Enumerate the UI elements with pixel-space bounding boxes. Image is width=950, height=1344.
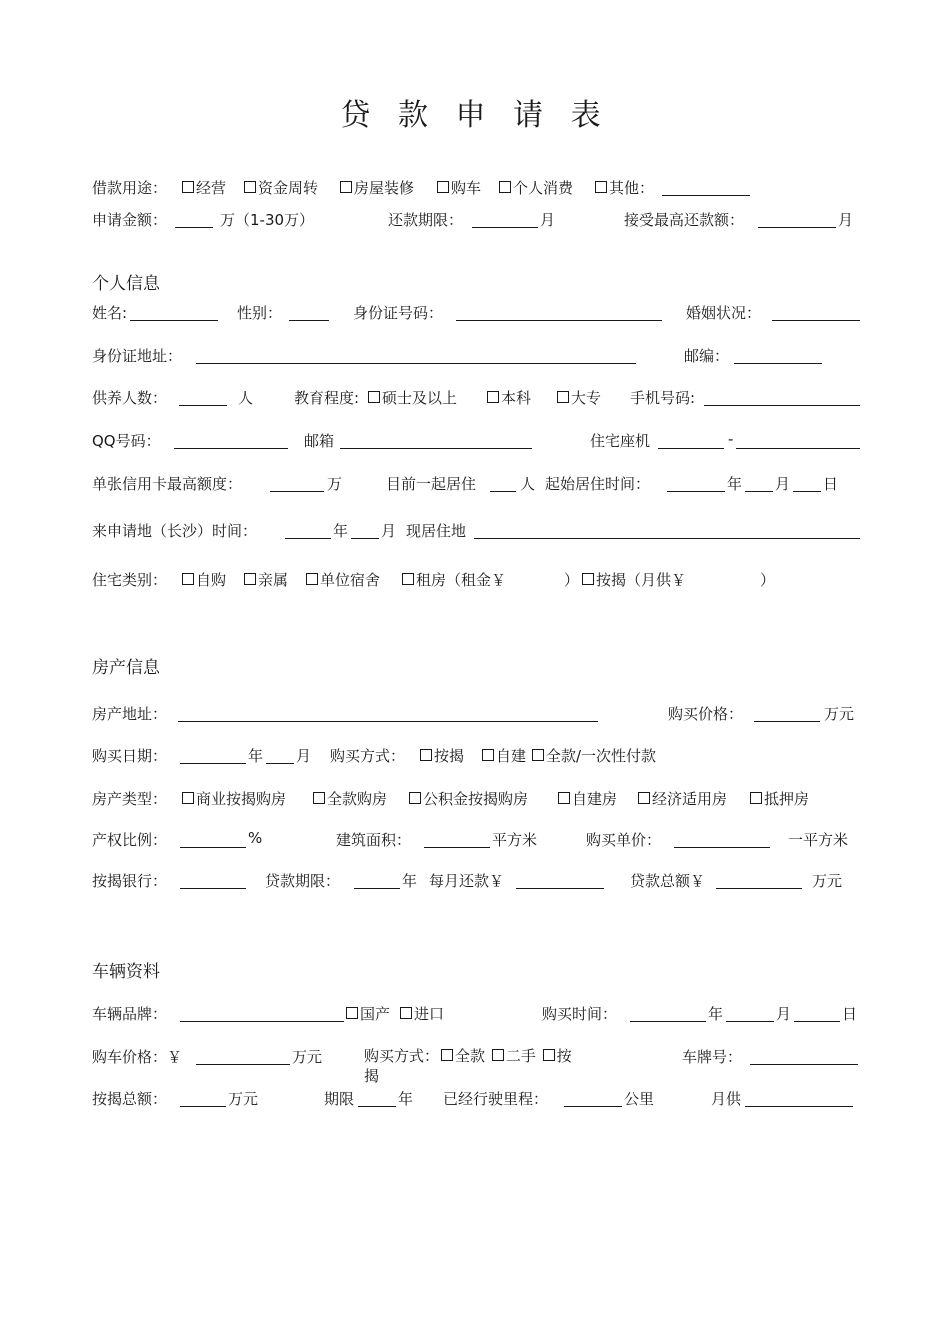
- property-type-label: 房产类型：: [92, 790, 168, 808]
- ownership-share-label: 产权比例：: [92, 831, 168, 849]
- mileage-unit: 公里: [624, 1090, 655, 1108]
- property-address-label: 房产地址：: [92, 705, 168, 723]
- dependents-field[interactable]: [179, 391, 227, 410]
- mortgage-total-unit: 万元: [228, 1090, 259, 1108]
- credit-limit-field[interactable]: [270, 477, 324, 496]
- checkbox-icon[interactable]: [182, 181, 194, 193]
- checkbox-icon[interactable]: [182, 792, 194, 804]
- mortgage-bank-label: 按揭银行：: [92, 872, 168, 890]
- vehicle-term-label: 期限: [324, 1090, 355, 1108]
- checkbox-icon[interactable]: [557, 391, 569, 403]
- purchase-method-label: 购买方式：: [330, 747, 406, 765]
- qq-label: QQ号码：: [92, 432, 161, 450]
- vehicle-day-field[interactable]: [794, 1007, 840, 1026]
- purchase-month-unit: 月: [296, 747, 312, 765]
- term-field[interactable]: [472, 213, 538, 232]
- purpose-label: 借款用途：: [92, 179, 168, 197]
- start-day-unit: 日: [823, 475, 839, 493]
- type-option-affordable[interactable]: 经济适用房: [636, 788, 727, 809]
- id-address-field[interactable]: [196, 349, 636, 368]
- vehicle-method-label: 购买方式：: [364, 1047, 440, 1065]
- type-option-self-built[interactable]: 自建房: [556, 788, 617, 809]
- checkbox-icon[interactable]: [402, 573, 414, 585]
- current-address-label: 现居住地: [406, 522, 467, 540]
- vehicle-brand-label: 车辆品牌：: [92, 1005, 168, 1023]
- property-row-5: [92, 870, 862, 894]
- mortgage-bank-field[interactable]: [180, 874, 246, 893]
- loan-total-label: 贷款总额￥: [630, 872, 706, 890]
- id-address-label: 身份证地址：: [92, 347, 183, 365]
- purpose-option-business[interactable]: 经营: [180, 177, 226, 198]
- mileage-label: 已经行驶里程：: [443, 1090, 549, 1108]
- home-phone-number-field[interactable]: [736, 434, 860, 453]
- checkbox-icon[interactable]: [244, 181, 256, 193]
- email-label: 邮箱: [304, 432, 335, 450]
- start-year-field[interactable]: [667, 477, 725, 496]
- purchase-month-field[interactable]: [266, 749, 294, 768]
- purpose-option-car[interactable]: 购车: [435, 177, 481, 198]
- vehicle-row-1: [92, 1003, 862, 1027]
- unit-price-unit: 一平方米: [788, 831, 849, 849]
- loan-term-unit: 年: [402, 872, 418, 890]
- type-option-mortgaged[interactable]: 抵押房: [748, 788, 809, 809]
- cohabit-unit: 人: [520, 475, 536, 493]
- method-option-self-built[interactable]: 自建: [480, 745, 526, 766]
- checkbox-icon[interactable]: [750, 792, 762, 804]
- personal-row-4: [92, 430, 862, 454]
- postcode-field[interactable]: [734, 349, 822, 368]
- property-row-1: [92, 703, 862, 727]
- marital-field[interactable]: [772, 306, 860, 325]
- gender-label: 性别：: [237, 304, 283, 322]
- start-date-label: 起始居住时间：: [545, 475, 651, 493]
- cohabit-field[interactable]: [490, 477, 516, 496]
- education-label: 教育程度:: [294, 389, 360, 407]
- floor-area-unit: 平方米: [492, 831, 538, 849]
- vehicle-day-unit: 日: [842, 1005, 858, 1023]
- car-price-label: 购车价格：￥: [92, 1048, 183, 1066]
- checkbox-icon[interactable]: [400, 1007, 412, 1019]
- origin-option-domestic[interactable]: 国产: [344, 1003, 390, 1024]
- checkbox-icon[interactable]: [182, 573, 194, 585]
- arrival-year-field[interactable]: [285, 524, 331, 543]
- vehicle-year-field[interactable]: [630, 1007, 706, 1026]
- mobile-field[interactable]: [704, 391, 860, 410]
- vehicle-brand-field[interactable]: [180, 1007, 344, 1026]
- ownership-share-unit: %: [248, 829, 263, 847]
- loan-total-field[interactable]: [716, 874, 802, 893]
- home-phone-area-field[interactable]: [658, 434, 724, 453]
- amount-label: 申请金额：: [92, 211, 168, 229]
- checkbox-icon[interactable]: [595, 181, 607, 193]
- checkbox-icon[interactable]: [409, 792, 421, 804]
- housing-option-dormitory[interactable]: 单位宿舍: [304, 569, 380, 590]
- arrival-year-unit: 年: [333, 522, 349, 540]
- mortgage-total-label: 按揭总额：: [92, 1090, 168, 1108]
- purpose-option-renovation[interactable]: 房屋装修: [338, 177, 414, 198]
- home-phone-separator: -: [728, 430, 734, 448]
- loan-term-field[interactable]: [354, 874, 400, 893]
- floor-area-label: 建筑面积：: [336, 831, 412, 849]
- origin-option-imported[interactable]: 进口: [398, 1003, 444, 1024]
- unit-price-label: 购买单价：: [586, 831, 662, 849]
- personal-row-6: [92, 520, 862, 544]
- purchase-date-label: 购买日期：: [92, 747, 168, 765]
- home-phone-label: 住宅座机: [590, 432, 651, 450]
- id-number-label: 身份证号码：: [353, 304, 444, 322]
- purpose-option-other[interactable]: 其他：: [593, 177, 654, 198]
- housing-type-row: [92, 569, 862, 593]
- rent-close-paren: ）: [564, 571, 580, 589]
- checkbox-icon[interactable]: [558, 792, 570, 804]
- dependents-unit: 人: [238, 389, 254, 407]
- vehicle-term-field[interactable]: [358, 1092, 396, 1111]
- checkbox-icon[interactable]: [638, 792, 650, 804]
- loan-total-unit: 万元: [812, 872, 843, 890]
- car-price-field[interactable]: [196, 1050, 290, 1069]
- checkbox-icon[interactable]: [582, 573, 594, 585]
- type-option-commercial-mortgage[interactable]: 商业按揭购房: [180, 788, 286, 809]
- property-price-label: 购买价格：: [668, 705, 744, 723]
- amount-field[interactable]: [175, 213, 213, 232]
- purpose-option-consumption[interactable]: 个人消费: [497, 177, 573, 198]
- name-field[interactable]: [130, 306, 218, 325]
- ownership-share-field[interactable]: [180, 833, 246, 852]
- unit-price-field[interactable]: [674, 833, 770, 852]
- email-field[interactable]: [340, 434, 532, 453]
- property-row-3: [92, 788, 862, 812]
- name-label: 姓名:: [92, 304, 128, 322]
- housing-option-rent[interactable]: 租房（租金￥: [400, 569, 506, 590]
- vehicle-year-unit: 年: [708, 1005, 724, 1023]
- mortgage-close-paren: ）: [760, 571, 776, 589]
- education-option-bachelor[interactable]: 本科: [485, 387, 531, 408]
- checkbox-icon[interactable]: [499, 181, 511, 193]
- car-price-unit: 万元: [292, 1048, 323, 1066]
- checkbox-icon[interactable]: [340, 181, 352, 193]
- checkbox-icon[interactable]: [532, 749, 544, 761]
- vehicle-month-field[interactable]: [726, 1007, 774, 1026]
- personal-row-2: [92, 345, 862, 369]
- vehicle-method-mortgage[interactable]: 按: [541, 1047, 572, 1065]
- vehicle-monthly-label: 月供: [711, 1090, 742, 1108]
- type-option-full-purchase[interactable]: 全款购房: [311, 788, 387, 809]
- personal-row-1: [92, 302, 862, 326]
- start-day-field[interactable]: [793, 477, 821, 496]
- checkbox-icon[interactable]: [437, 181, 449, 193]
- method-option-mortgage[interactable]: 按揭: [418, 745, 464, 766]
- term-label: 还款期限：: [388, 211, 464, 229]
- housing-option-relatives[interactable]: 亲属: [242, 569, 288, 590]
- term-unit: 月: [540, 211, 556, 229]
- qq-field[interactable]: [174, 434, 288, 453]
- current-address-field[interactable]: [474, 524, 860, 543]
- start-year-unit: 年: [727, 475, 743, 493]
- method-option-full-payment[interactable]: 全款/一次性付款: [530, 745, 656, 766]
- vehicle-info-heading: 车辆资料: [92, 962, 160, 982]
- plate-number-field[interactable]: [750, 1050, 858, 1069]
- education-option-master[interactable]: 硕士及以上: [366, 387, 457, 408]
- loan-amount-row: [92, 209, 862, 233]
- checkbox-icon[interactable]: [482, 749, 494, 761]
- arrival-month-field[interactable]: [351, 524, 379, 543]
- marital-label: 婚姻状况：: [686, 304, 762, 322]
- max-payment-unit: 月: [838, 211, 854, 229]
- form-title: 贷 款 申 请 表: [340, 98, 610, 133]
- monthly-payment-field[interactable]: [516, 874, 604, 893]
- arrival-month-unit: 月: [381, 522, 397, 540]
- vehicle-row-3: [92, 1088, 862, 1112]
- dependents-label: 供养人数：: [92, 389, 168, 407]
- max-payment-field[interactable]: [758, 213, 836, 232]
- checkbox-icon[interactable]: [441, 1049, 453, 1061]
- education-option-college[interactable]: 大专: [555, 387, 601, 408]
- checkbox-icon[interactable]: [543, 1049, 555, 1061]
- property-price-field[interactable]: [754, 707, 820, 726]
- checkbox-icon[interactable]: [346, 1007, 358, 1019]
- id-number-field[interactable]: [456, 306, 662, 325]
- purchase-year-unit: 年: [248, 747, 264, 765]
- vehicle-method-used[interactable]: 二手: [490, 1047, 536, 1065]
- vehicle-purchase-time-label: 购买时间：: [542, 1005, 618, 1023]
- personal-row-5: [92, 473, 862, 497]
- monthly-payment-label: 每月还款￥: [429, 872, 505, 890]
- cohabit-label: 目前一起居住: [386, 475, 477, 493]
- property-price-unit: 万元: [824, 705, 855, 723]
- start-month-unit: 月: [775, 475, 791, 493]
- vehicle-purchase-method: [364, 1046, 614, 1086]
- mileage-field[interactable]: [564, 1092, 622, 1111]
- credit-limit-unit: 万: [327, 475, 343, 493]
- plate-number-label: 车牌号：: [682, 1048, 743, 1066]
- property-row-2: [92, 745, 862, 769]
- checkbox-icon[interactable]: [492, 1049, 504, 1061]
- vehicle-row-2: [92, 1046, 862, 1085]
- vehicle-month-unit: 月: [776, 1005, 792, 1023]
- mortgage-total-field[interactable]: [180, 1092, 226, 1111]
- amount-unit: 万（1-30万）: [220, 211, 315, 229]
- floor-area-field[interactable]: [424, 833, 490, 852]
- loan-purpose-row: [92, 177, 862, 201]
- checkbox-icon[interactable]: [487, 391, 499, 403]
- max-payment-label: 接受最高还款额：: [624, 211, 745, 229]
- loan-term-label: 贷款期限：: [265, 872, 341, 890]
- arrival-label: 来申请地（长沙）时间：: [92, 522, 258, 540]
- mobile-label: 手机号码:: [630, 389, 696, 407]
- property-row-4: [92, 829, 862, 853]
- checkbox-icon[interactable]: [244, 573, 256, 585]
- personal-row-3: [92, 387, 862, 411]
- credit-limit-label: 单张信用卡最高额度：: [92, 475, 243, 493]
- postcode-label: 邮编：: [684, 347, 730, 365]
- personal-info-heading: 个人信息: [92, 274, 160, 294]
- housing-label: 住宅类别：: [92, 571, 168, 589]
- property-info-heading: 房产信息: [92, 658, 160, 678]
- gender-field[interactable]: [289, 306, 329, 325]
- purpose-other-field[interactable]: [662, 181, 750, 200]
- property-address-field[interactable]: [178, 707, 598, 726]
- checkbox-icon[interactable]: [313, 792, 325, 804]
- checkbox-icon[interactable]: [306, 573, 318, 585]
- vehicle-monthly-field[interactable]: [745, 1092, 853, 1111]
- purpose-option-working-capital[interactable]: 资金周转: [242, 177, 318, 198]
- checkbox-icon[interactable]: [420, 749, 432, 761]
- checkbox-icon[interactable]: [368, 391, 380, 403]
- purchase-year-field[interactable]: [180, 749, 246, 768]
- housing-option-mortgage[interactable]: 按揭（月供￥: [580, 569, 686, 590]
- vehicle-method-full[interactable]: 全款: [439, 1047, 485, 1065]
- vehicle-method-wrap: 揭: [364, 1067, 380, 1085]
- housing-option-owned[interactable]: 自购: [180, 569, 226, 590]
- vehicle-term-unit: 年: [398, 1090, 414, 1108]
- start-month-field[interactable]: [745, 477, 773, 496]
- type-option-provident-fund[interactable]: 公积金按揭购房: [407, 788, 528, 809]
